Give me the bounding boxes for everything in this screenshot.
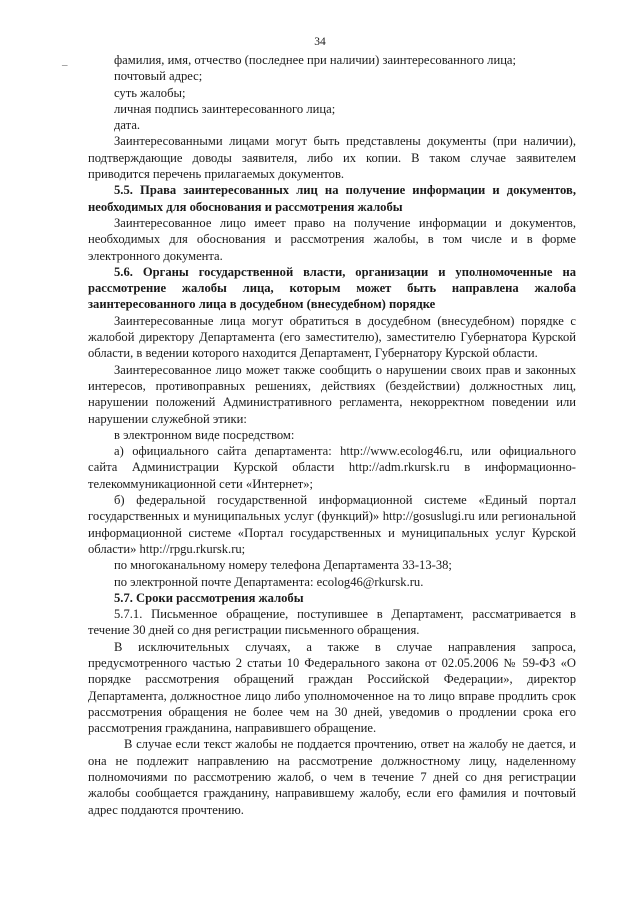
paragraph-5-7-unreadable: В случае если текст жалобы не поддается прочтению, ответ на жалобу не дается, и она не подлежит направлению на рассмотрение должностному лицу, наделенному полномочиями по рассмотрению жалоб, о чем в течение 7 дней со дня регистрации жалобы сообщается гражданину, направившему жалобу, если его фамилия и почтовый адрес поддаются прочтению. <box>88 737 576 817</box>
list-line-name: фамилия, имя, отчество (последнее при наличии) заинтересованного лица; <box>114 53 517 67</box>
heading-5-5: 5.5. Права заинтересованных лиц на получение информации и документов, необходимых для обоснования и рассмотрения жалобы <box>88 183 576 214</box>
paragraph-5-7-1: 5.7.1. Письменное обращение, поступившее в Департамент, рассматривается в течение 30 дней со дня регистрации письменного обращения. <box>88 607 576 638</box>
heading-5-6: 5.6. Органы государственной власти, организации и уполномоченные на рассмотрение жалобы лица, которым может быть направлена жалоба заинтересованного лица в досудебном (внесудебном) порядке <box>88 264 576 312</box>
paragraph-5-6-electronic: в электронном виде посредством: <box>114 427 295 442</box>
list-line-address: почтовый адрес; <box>114 69 203 84</box>
list-line-signature: личная подпись заинтересованного лица; <box>114 101 336 116</box>
list-line-essence: суть жалобы; <box>114 85 186 100</box>
paragraph-5-6-portal-b: б) федеральной государственной информационной системе «Единый портал государственных и муниципальных услуг (функций)» http://gosuslugi.ru или региональной информационной системе «Портал государственных и муниципальных услуг Курской области» http://rpgu.rkursk.ru; <box>88 493 576 556</box>
paragraph-documents: Заинтересованными лицами могут быть представлены документы (при наличии), подтверждающие доводы заявителя, либо их копии. В таком случае заявителем приводится перечень прилагаемых документов. <box>88 134 576 182</box>
paragraph-5-6-b: Заинтересованное лицо может также сообщить о нарушении своих прав и законных интересов, противоправных решениях, действиях (бездействии) должностных лиц, нарушении положений Административного регламента, некорректном поведении или нарушении служебной этики: <box>88 362 576 426</box>
paragraph-5-5: Заинтересованное лицо имеет право на получение информации и документов, необходимых для обоснования и рассмотрения жалобы, в том числе и в форме электронного документа. <box>88 215 576 263</box>
paragraph-5-6-a: Заинтересованные лица могут обратиться в досудебном (внесудебном) порядке с жалобой директору Департамента (его заместителю), заместителю Губернатора Курской области, в ведении которого находится Департамент, Губернатору Курской области. <box>88 313 576 361</box>
heading-5-7: 5.7. Сроки рассмотрения жалобы <box>114 590 304 605</box>
paragraph-5-7-exceptional: В исключительных случаях, а также в случае направления запроса, предусмотренного частью 2 статьи 10 Федерального закона от 02.05.2006 № 59-ФЗ «О порядке рассмотрения обращений граждан Российской Федерации», директор Департамента, должностное лицо либо уполномоченное на то лицо вправе продлить срок рассмотрения обращения не более чем на 30 дней, уведомив о продлении срока его рассмотрения гражданина, направившего обращение. <box>88 639 576 736</box>
paragraph-5-6-email: по электронной почте Департамента: ecolog46@rkursk.ru. <box>114 574 424 589</box>
document-body <box>88 52 576 818</box>
paragraph-5-6-phone: по многоканальному номеру телефона Департамента 33-13-38; <box>114 558 452 573</box>
page-number: 34 <box>314 36 326 48</box>
paragraph-5-6-site-a: а) официального сайта департамента: http://www.ecolog46.ru, или официального сайта Администрации Курской области http://adm.rkursk.ru в информационно-телекоммуникационной сети «Интернет»; <box>88 444 576 491</box>
margin-mark: – <box>62 59 68 71</box>
list-line-date: дата. <box>114 118 141 133</box>
